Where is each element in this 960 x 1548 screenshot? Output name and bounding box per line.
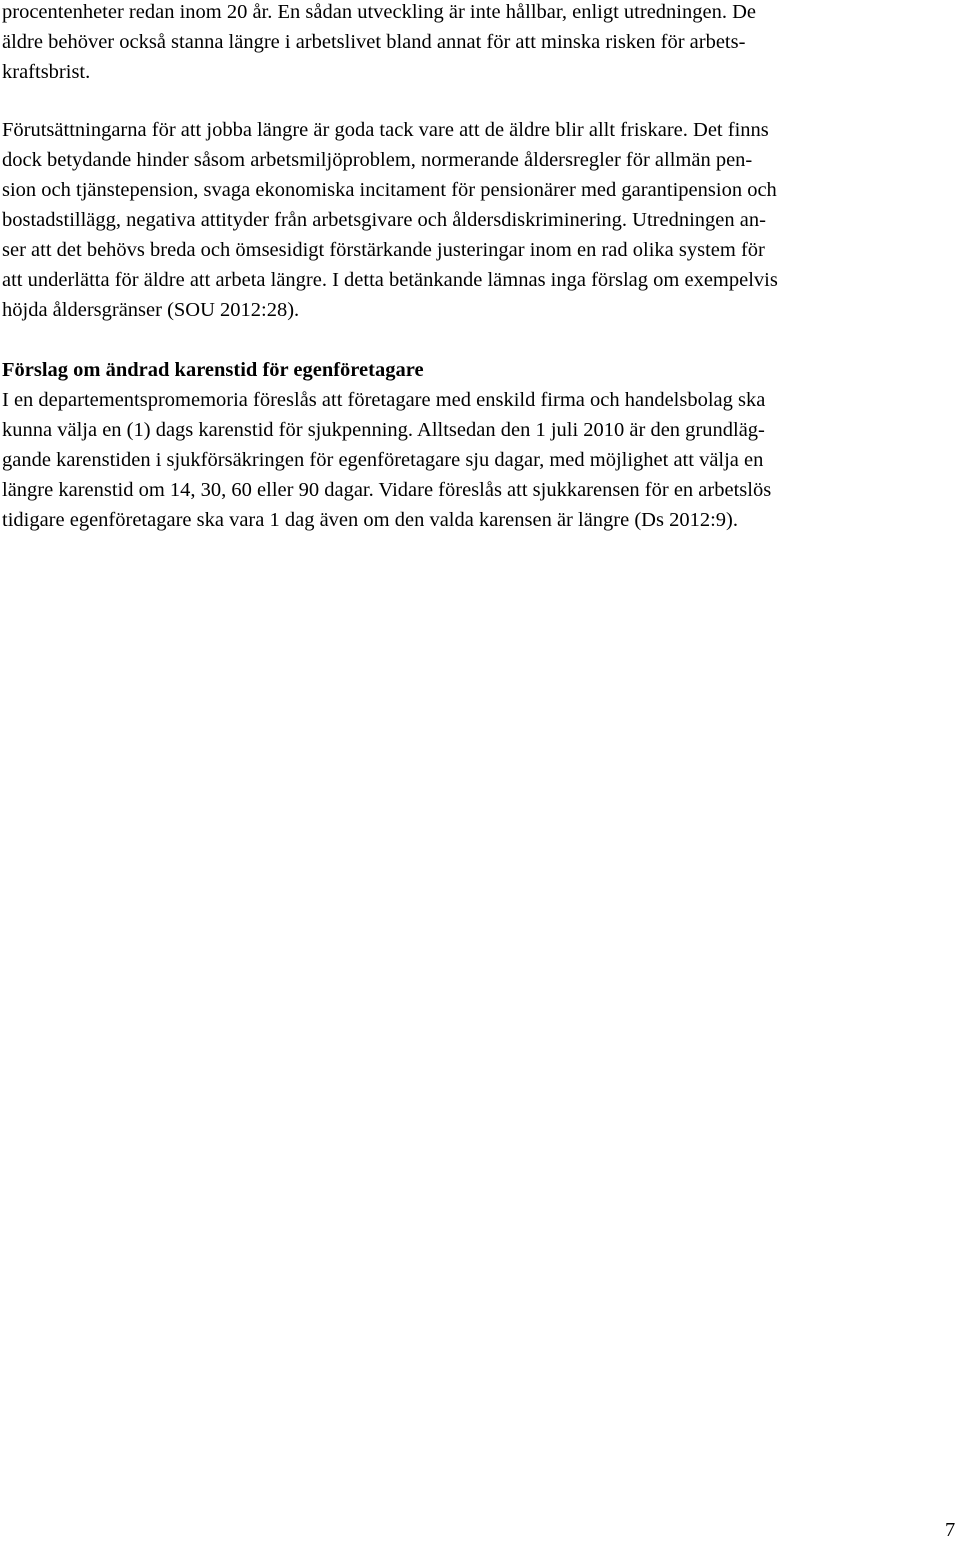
paragraph-1-line: procentenheter redan inom 20 år. En sådan utveckling är inte hållbar, enligt utredningen. De	[2, 1, 756, 23]
paragraph-1-line: kraftsbrist.	[2, 61, 91, 83]
section-line: tidigare egenföretagare ska vara 1 dag även om den valda karensen är längre (Ds 2012:9).	[2, 509, 738, 531]
section-line: längre karenstid om 14, 30, 60 eller 90 dagar. Vidare föreslås att sjukkarensen för en arbetslös	[2, 479, 772, 501]
paragraph-2-line: bostadstillägg, negativa attityder från arbetsgivare och åldersdiskriminering. Utredningen an-	[2, 209, 766, 231]
page-number: 7	[945, 1519, 956, 1541]
paragraph-2-line: höjda åldersgränser (SOU 2012:28).	[2, 299, 300, 321]
section-line: gande karenstiden i sjukförsäkringen för egenföretagare sju dagar, med möjlighet att välja en	[2, 449, 764, 471]
paragraph-2-line: ser att det behövs breda och ömsesidigt förstärkande justeringar inom en rad olika system för	[2, 239, 765, 261]
section-line: kunna välja en (1) dags karenstid för sjukpenning. Alltsedan den 1 juli 2010 är den grundläg-	[2, 419, 765, 441]
paragraph-2-line: att underlätta för äldre att arbeta längre. I detta betänkande lämnas inga förslag om exempelvis	[2, 269, 778, 291]
paragraph-2-line: Förutsättningarna för att jobba längre är goda tack vare att de äldre blir allt friskare. Det finns	[2, 119, 769, 141]
section-line: I en departementspromemoria föreslås att företagare med enskild firma och handelsbolag ska	[2, 389, 766, 411]
paragraph-2-line: dock betydande hinder såsom arbetsmiljöproblem, normerande åldersregler för allmän pen-	[2, 149, 753, 171]
paragraph-2-line: sion och tjänstepension, svaga ekonomiska incitament för pensionärer med garantipension och	[2, 179, 777, 201]
section-heading: Förslag om ändrad karenstid för egenföretagare	[2, 359, 424, 381]
paragraph-1-line: äldre behöver också stanna längre i arbetslivet bland annat för att minska risken för arbets-	[2, 31, 746, 53]
